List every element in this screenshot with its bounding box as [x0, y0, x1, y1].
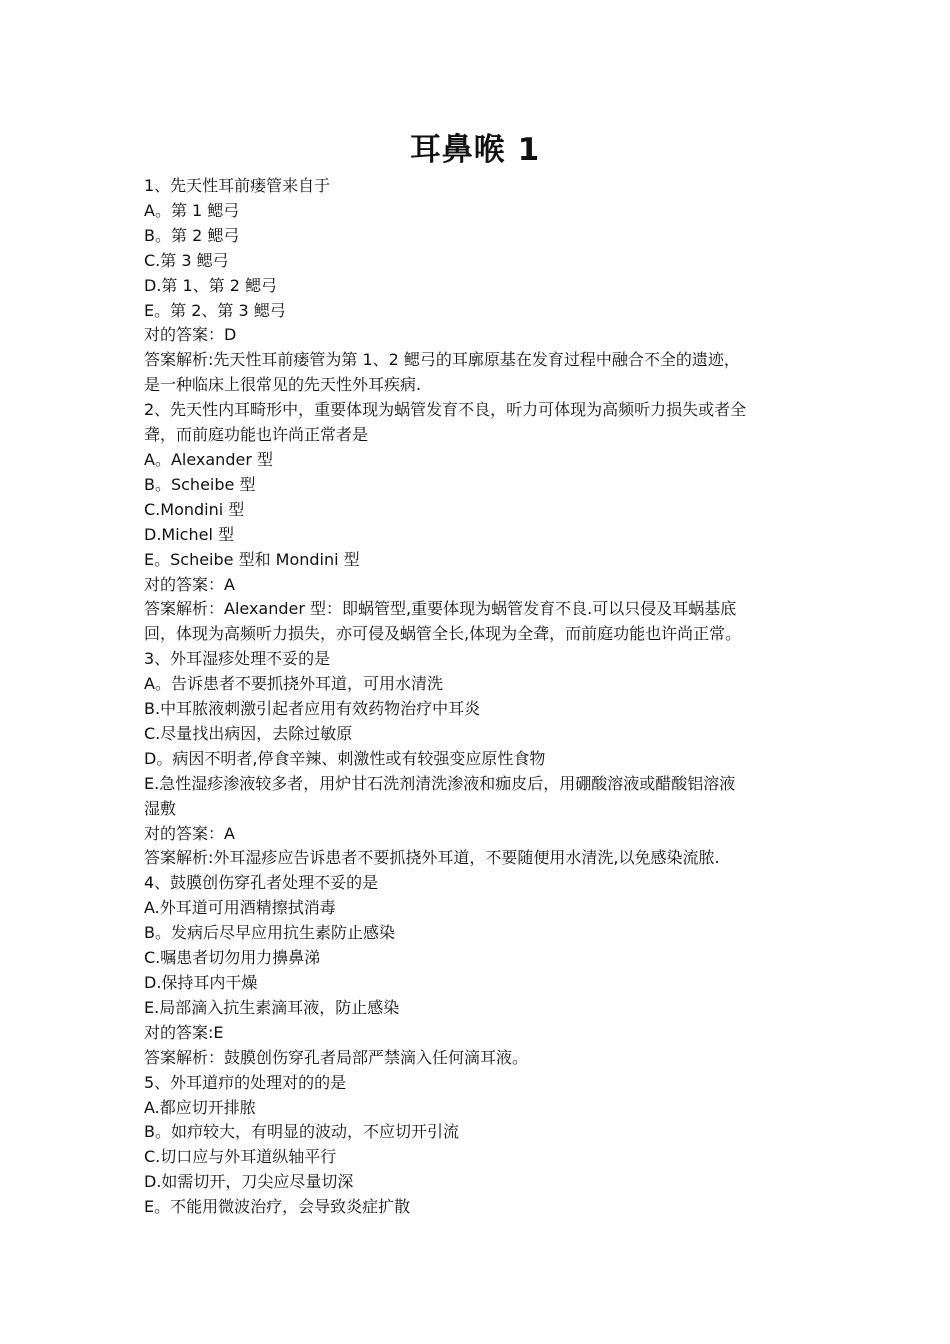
- question-4-option-d: D.保持耳内干燥: [144, 973, 258, 992]
- question-1-explanation-line-2: 是一种临床上很常见的先天性外耳疾病.: [144, 375, 422, 395]
- question-1-option-c: C.第 3 鳃弓: [144, 250, 229, 270]
- question-2-option-b: B。Scheibe 型: [144, 474, 256, 494]
- question-1-option-e: E。第 2、第 3 鳃弓: [144, 300, 286, 320]
- question-4-option-a: A.外耳道可用酒精擦拭消毒: [144, 898, 336, 918]
- question-1-option-b: B。第 2 鳃弓: [144, 225, 240, 245]
- question-1-option-d: D.第 1、第 2 鳃弓: [144, 275, 278, 295]
- document-title: 耳鼻喉 1: [409, 132, 541, 168]
- question-3-explanation: 答案解析:外耳湿疹应告诉患者不要抓挠外耳道，不要随便用水清洗,以免感染流脓.: [144, 848, 720, 868]
- question-3-option-b: B.中耳脓液刺激引起者应用有效药物治疗中耳炎: [144, 699, 481, 719]
- question-2-option-e: E。Scheibe 型和 Mondini 型: [144, 549, 360, 569]
- question-3-stem: 3、外耳湿疹处理不妥的是: [144, 649, 331, 669]
- question-4-answer: 对的答案:E: [144, 1022, 224, 1042]
- question-5-stem: 5、外耳道疖的处理对的的是: [144, 1072, 347, 1092]
- question-3-option-e-line-1: E.急性湿疹渗液较多者，用炉甘石洗剂清洗渗液和痂皮后，用硼酸溶液或醋酸铝溶液: [144, 773, 736, 793]
- question-2-option-c: C.Mondini 型: [144, 499, 245, 519]
- question-4-explanation: 答案解析：鼓膜创伤穿孔者局部严禁滴入任何滴耳液。: [144, 1047, 529, 1067]
- question-5-option-a: A.都应切开排脓: [144, 1097, 256, 1117]
- question-4-option-e: E.局部滴入抗生素滴耳液，防止感染: [144, 997, 400, 1017]
- question-2-explanation-line-1: 答案解析：Alexander 型：即蜗管型,重要体现为蜗管发育不良.可以只侵及耳蜗基底: [144, 599, 737, 619]
- question-3-option-e-line-2: 湿敷: [144, 798, 177, 818]
- question-4-option-c: C.嘱患者切勿用力擤鼻涕: [144, 948, 321, 968]
- question-1-stem: 1、先天性耳前瘘管来自于: [144, 176, 331, 195]
- question-2-stem-line-2: 聋，而前庭功能也许尚正常者是: [144, 425, 369, 445]
- question-5-option-e: E。不能用微波治疗，会导致炎症扩散: [144, 1197, 411, 1217]
- question-1-answer: 对的答案：D: [144, 325, 237, 345]
- question-3-option-a: A。告诉患者不要抓挠外耳道，可用水清洗: [144, 674, 443, 694]
- question-2-stem-line-1: 2、先天性内耳畸形中，重要体现为蜗管发育不良，听力可体现为高频听力损失或者全: [144, 400, 747, 420]
- document-body: [144, 174, 812, 1220]
- question-2-option-a: A。Alexander 型: [144, 449, 273, 469]
- question-5-option-c: C.切口应与外耳道纵轴平行: [144, 1147, 337, 1167]
- question-3-option-d: D。病因不明者,停食辛辣、刺激性或有较强变应原性食物: [144, 748, 546, 768]
- question-5-option-d: D.如需切开，刀尖应尽量切深: [144, 1172, 354, 1192]
- question-1-option-a: A。第 1 鳃弓: [144, 200, 240, 220]
- question-2-explanation-line-2: 回，体现为高频听力损失，亦可侵及蜗管全长,体现为全聋，而前庭功能也许尚正常。: [144, 624, 742, 644]
- question-4-stem: 4、鼓膜创伤穿孔者处理不妥的是: [144, 873, 379, 893]
- question-5-option-b: B。如疖较大，有明显的波动，不应切开引流: [144, 1122, 459, 1142]
- question-1-explanation-line-1: 答案解析:先天性耳前瘘管为第 1、2 鳃弓的耳廓原基在发育过程中融合不全的遗迹，: [144, 350, 740, 370]
- question-3-answer: 对的答案：A: [144, 823, 235, 843]
- question-2-option-d: D.Michel 型: [144, 524, 234, 544]
- question-2-answer: 对的答案：A: [144, 574, 235, 594]
- question-3-option-c: C.尽量找出病因，去除过敏原: [144, 723, 353, 743]
- question-4-option-b: B。发病后尽早应用抗生素防止感染: [144, 923, 395, 943]
